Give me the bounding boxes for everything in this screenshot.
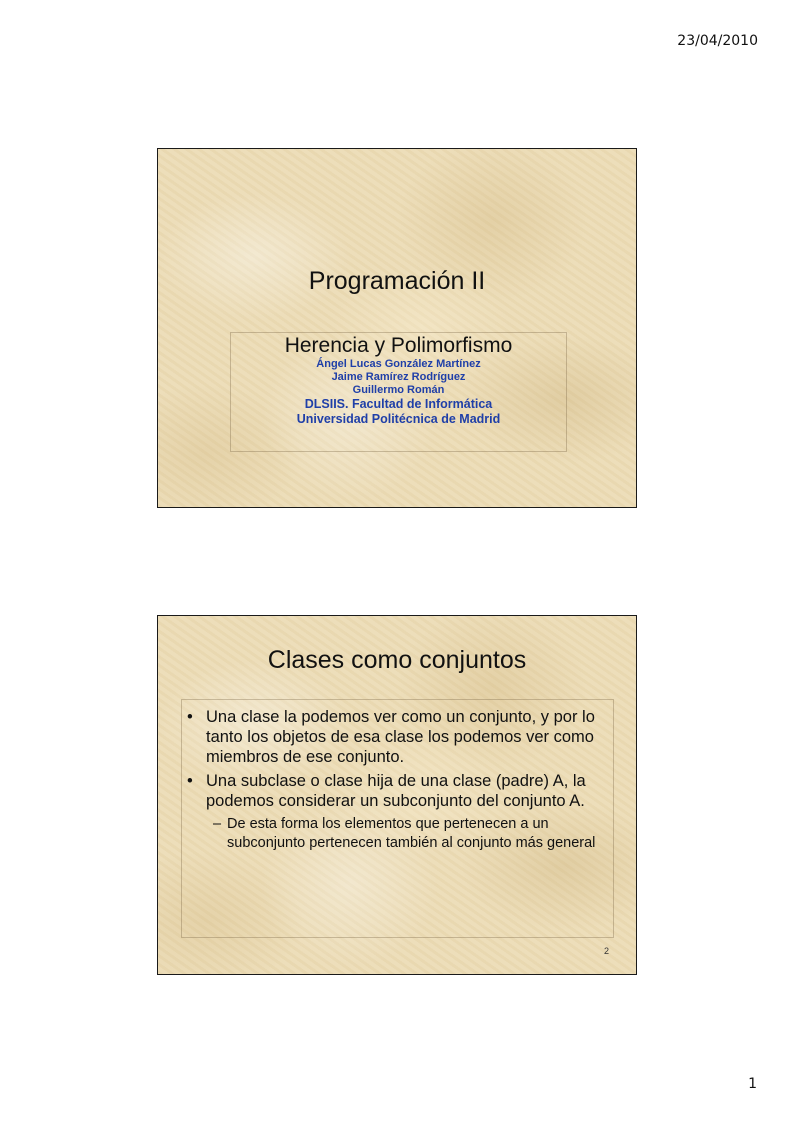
institution-line: DLSIIS. Facultad de Informática bbox=[304, 397, 493, 411]
sub-bullet-list bbox=[182, 815, 613, 853]
bullet-item: • Una clase la podemos ver como un conjunto, y por lo tanto los objetos de esa clase los podemos ver como miembros de ese conjunto. bbox=[206, 707, 605, 767]
bullet-list bbox=[182, 700, 613, 811]
slide-title: Clases como conjuntos bbox=[267, 646, 527, 674]
sub-bullet-item: – De esta forma los elementos que pertenecen a un subconjunto pertenecen también al conjunto más general bbox=[227, 815, 613, 853]
slide-number: 2 bbox=[603, 946, 609, 956]
author-name: Guillermo Román bbox=[352, 384, 445, 396]
author-name: Jaime Ramírez Rodríguez bbox=[331, 371, 466, 383]
slide-title: Programación II bbox=[308, 267, 486, 295]
author-name: Ángel Lucas González Martínez bbox=[316, 358, 481, 370]
institution-line: Universidad Politécnica de Madrid bbox=[296, 412, 501, 426]
subtitle-box bbox=[230, 332, 567, 452]
page-number: 1 bbox=[748, 1076, 757, 1092]
slide-subtitle: Herencia y Polimorfismo bbox=[284, 334, 513, 357]
bullet-item: • Una subclase o clase hija de una clase (padre) A, la podemos considerar un subconjunto del conjunto A. bbox=[206, 771, 605, 811]
page-date: 23/04/2010 bbox=[677, 33, 758, 49]
slide-thumbnail-2 bbox=[157, 615, 637, 975]
content-box bbox=[181, 699, 614, 938]
slide-thumbnail-1 bbox=[157, 148, 637, 508]
